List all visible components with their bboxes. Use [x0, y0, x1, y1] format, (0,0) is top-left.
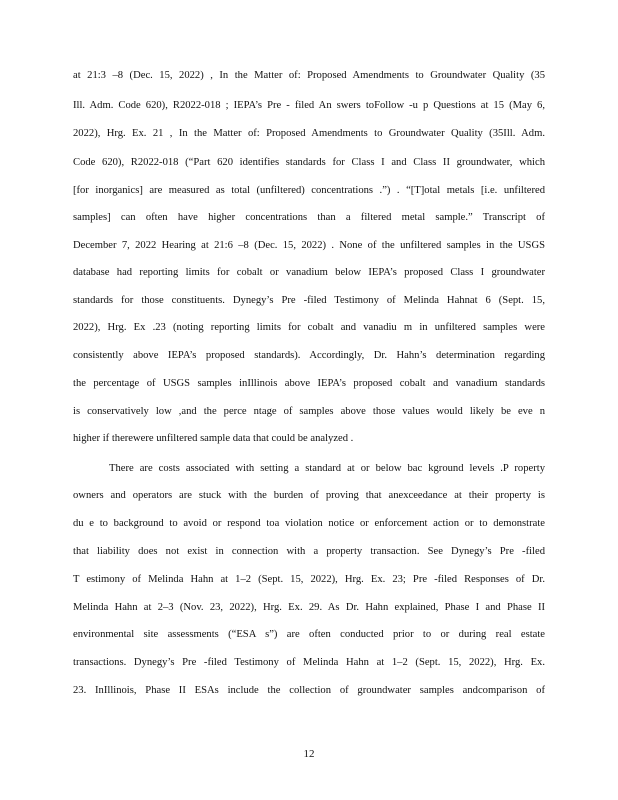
- text-line: owners and operators are stuck with the burden of proving that anexceedance at their property is: [73, 490, 545, 501]
- text-line: samples] can often have higher concentrations than a filtered metal sample.” Transcript of: [73, 212, 545, 223]
- text-line: environmental site assessments (“ESA s”) are often conducted prior to or during real estate: [73, 629, 545, 640]
- text-line: standards for those constituents. Dynegy’s Pre -filed Testimony of Melinda Hahnat 6 (Sept. 15,: [73, 295, 545, 306]
- text-line: December 7, 2022 Hearing at 21:6 –8 (Dec. 15, 2022) . None of the unfiltered samples in the USGS: [73, 240, 545, 251]
- text-line: Code 620), R2022-018 (“Part 620 identifies standards for Class I and Class II groundwater, which: [73, 157, 545, 168]
- text-line: transactions. Dynegy’s Pre -filed Testimony of Melinda Hahn at 1–2 (Sept. 15, 2022), Hrg. Ex.: [73, 657, 545, 668]
- text-line: There are costs associated with setting a standard at or below bac kground levels .P roperty: [109, 463, 545, 474]
- text-line: at 21:3 –8 (Dec. 15, 2022) , In the Matter of: Proposed Amendments to Groundwater Quality (35: [73, 70, 545, 81]
- text-line: Melinda Hahn at 2–3 (Nov. 23, 2022), Hrg. Ex. 29. As Dr. Hahn explained, Phase I and Phase II: [73, 602, 545, 613]
- text-line: database had reporting limits for cobalt or vanadium below IEPA’s proposed Class I groundwater: [73, 267, 545, 278]
- text-line: is conservatively low ,and the perce ntage of samples above those values would likely be eve n: [73, 406, 545, 417]
- text-line: du e to background to avoid or respond toa violation notice or enforcement action or to demonstrate: [73, 518, 545, 529]
- text-line: that liability does not exist in connection with a property transaction. See Dynegy’s Pre -filed: [73, 546, 545, 557]
- text-line: [for inorganics] are measured as total (unfiltered) concentrations .”) . “[T]otal metals [i.e. unfiltered: [73, 185, 545, 196]
- text-line: the percentage of USGS samples inIllinois above IEPA’s proposed cobalt and vanadium standards: [73, 378, 545, 389]
- text-line: 2022), Hrg. Ex. 21 , In the Matter of: Proposed Amendments to Groundwater Quality (35Ill. Adm.: [73, 128, 545, 139]
- text-line: higher if therewere unfiltered sample data that could be analyzed .: [73, 433, 354, 444]
- text-line: 23. InIllinois, Phase II ESAs include the collection of groundwater samples andcomparison of: [73, 685, 545, 696]
- text-line: Ill. Adm. Code 620), R2022-018 ; IEPA’s Pre - filed An swers toFollow -u p Questions at 15 (May 6,: [73, 100, 545, 111]
- text-line: 2022), Hrg. Ex .23 (noting reporting limits for cobalt and vanadiu m in unfiltered samples were: [73, 322, 545, 333]
- text-line: consistently above IEPA’s proposed standards). Accordingly, Dr. Hahn’s determination regarding: [73, 350, 545, 361]
- text-line: T estimony of Melinda Hahn at 1–2 (Sept. 15, 2022), Hrg. Ex. 23; Pre -filed Responses of Dr.: [73, 574, 545, 585]
- page-number: 12: [303, 748, 315, 760]
